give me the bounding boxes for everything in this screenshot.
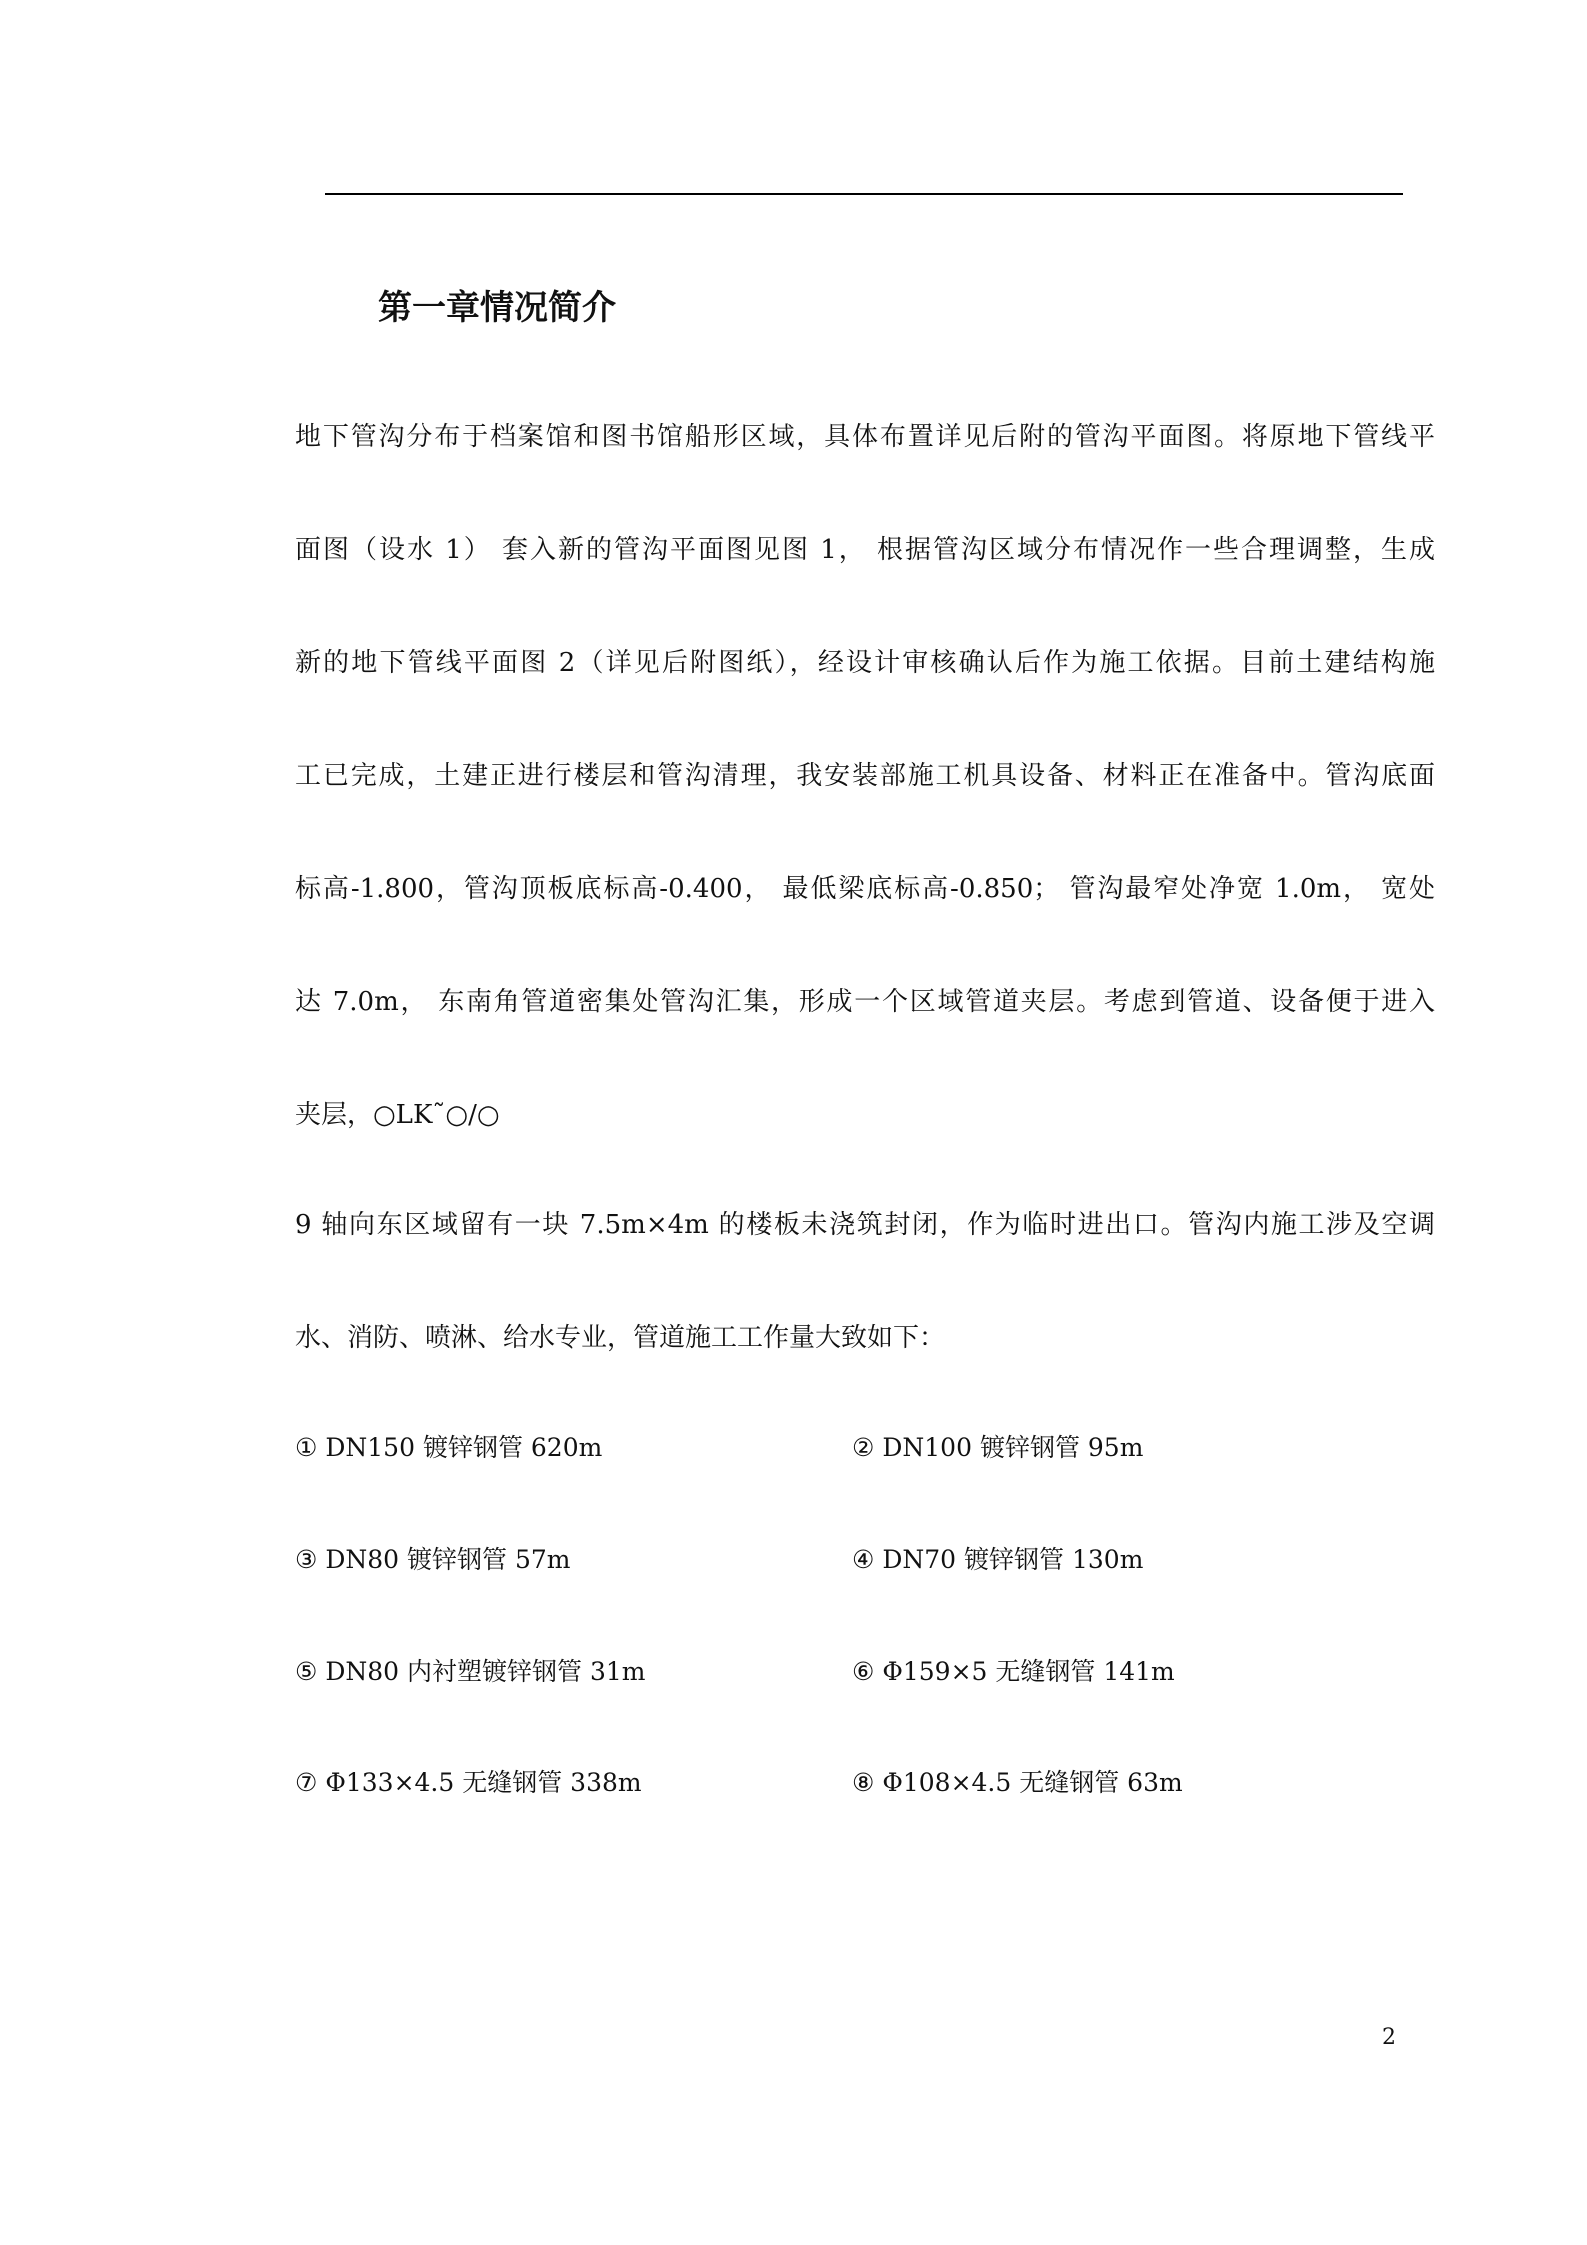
- paragraph-line-1: 地下管沟分布于档案馆和图书馆船形区域，具体布置详见后附的管沟平面图。将原地下管线平: [295, 422, 1435, 452]
- paragraph-line-5: 标高-1.800，管沟顶板底标高-0.400， 最低梁底标高-0.850； 管沟最窄处净宽 1.0m， 宽处: [295, 874, 1435, 904]
- paragraph-line-2: 面图（设水 1） 套入新的管沟平面图见图 1， 根据管沟区域分布情况作一些合理调整，生成: [295, 535, 1435, 565]
- paragraph-line-4: 工已完成，土建正进行楼层和管沟清理，我安装部施工机具设备、材料正在准备中。管沟底面: [295, 761, 1435, 791]
- quantity-item-1: ① DN150 镀锌钢管 620m: [295, 1433, 603, 1462]
- quantity-item-2: ② DN100 镀锌钢管 95m: [852, 1433, 1144, 1462]
- paragraph-line-8: 9 轴向东区域留有一块 7.5m×4m 的楼板未浇筑封闭，作为临时进出口。管沟内施工涉及空调: [295, 1210, 1435, 1240]
- quantity-item-5: ⑤ DN80 内衬塑镀锌钢管 31m: [295, 1657, 646, 1686]
- paragraph-line-7: 夹层，○LK˜○/○: [295, 1100, 500, 1130]
- paragraph-line-9: 水、消防、喷淋、给水专业，管道施工工作量大致如下：: [295, 1323, 946, 1353]
- chapter-title: 第一章情况简介: [378, 288, 616, 328]
- paragraph-line-6: 达 7.0m， 东南角管道密集处管沟汇集，形成一个区域管道夹层。考虑到管道、设备便于进入: [295, 987, 1435, 1017]
- quantity-item-4: ④ DN70 镀锌钢管 130m: [852, 1545, 1144, 1574]
- quantity-item-6: ⑥ Φ159×5 无缝钢管 141m: [852, 1657, 1175, 1686]
- page-number: 2: [1382, 2025, 1396, 2050]
- paragraph-line-3: 新的地下管线平面图 2（详见后附图纸），经设计审核确认后作为施工依据。目前土建结构施: [295, 648, 1435, 678]
- quantity-item-8: ⑧ Φ108×4.5 无缝钢管 63m: [852, 1768, 1183, 1797]
- header-rule: [325, 193, 1403, 195]
- quantity-item-3: ③ DN80 镀锌钢管 57m: [295, 1545, 571, 1574]
- quantity-item-7: ⑦ Φ133×4.5 无缝钢管 338m: [295, 1768, 642, 1797]
